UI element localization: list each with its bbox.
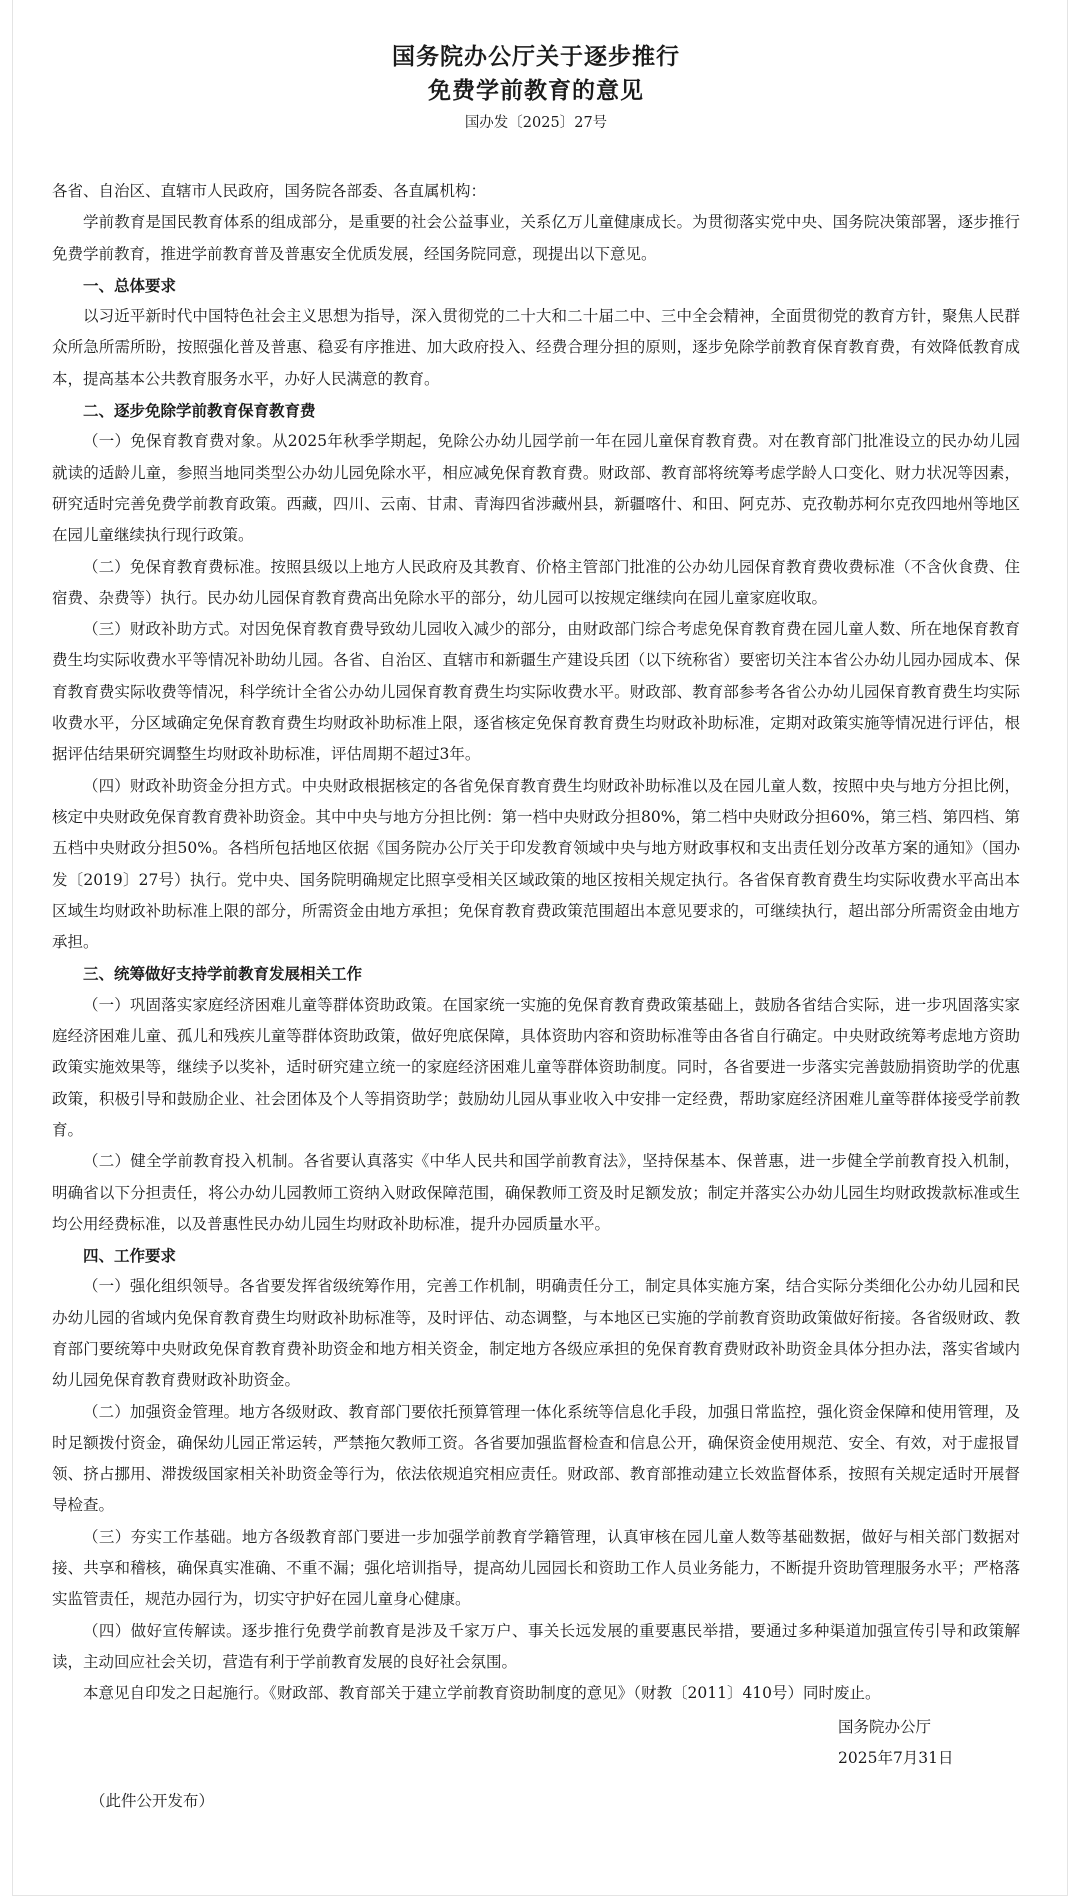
section4-paragraph-leadership: （一）强化组织领导。各省要发挥省级统筹作用，完善工作机制，明确责任分工，制定具体实施方案，结合实际分类细化公办幼儿园和民办幼儿园的省域内免保育教育费生均财政补助标准等，及时评估、动态调整，与本地区已实施的学前教育资助政策做好衔接。各省级财政、教育部门要统筹中央财政免保育教育费补助资金和地方相关资金，制定地方各级应承担的免保育教育费财政补助资金具体分担办法，落实省域内幼儿园免保育教育费财政补助资金。 [52, 1277, 1020, 1390]
publish-note: （此件公开发布） [90, 1792, 215, 1811]
document-title [52, 40, 1020, 108]
section4-paragraph-groundwork: （三）夯实工作基础。地方各级教育部门要进一步加强学前教育学籍管理，认真审核在园儿童人数等基础数据，做好与相关部门数据对接、共享和稽核，确保真实准确、不重不漏；强化培训指导，提高幼儿园园长和资助工作人员业务能力，不断提升资助管理服务水平；严格落实监管责任，规范办园行为，切实守护好在园儿童身心健康。 [52, 1527, 1020, 1609]
section3-paragraph-investment-mechanism: （二）健全学前教育投入机制。各省要认真落实《中华人民共和国学前教育法》，坚持保基本、保普惠，进一步健全学前教育投入机制，明确省以下分担责任，将公办幼儿园教师工资纳入财政保障范围，确保教师工资及时足额发放；制定并落实公办幼儿园生均财政拨款标准或生均公用经费标准，以及普惠性民办幼儿园生均财政补助标准，提升办园质量水平。 [52, 1152, 1020, 1233]
intro-paragraph: 学前教育是国民教育体系的组成部分，是重要的社会公益事业，关系亿万儿童健康成长。为贯彻落实党中央、国务院决策部署，逐步推行免费学前教育，推进学前教育普及普惠安全优质发展，经国务院同意，现提出以下意见。 [52, 213, 1020, 263]
title-line-1: 国务院办公厅关于逐步推行 [392, 43, 680, 70]
section2-paragraph-subsidy-method: （三）财政补助方式。对因免保育教育费导致幼儿园收入减少的部分，由财政部门综合考虑免保育教育费在园儿童人数、所在地保育教育费生均实际收费水平等情况补助幼儿园。各省、自治区、直辖市和新疆生产建设兵团（以下统称省）要密切关注本省公办幼儿园办园成本、保育教育费实际收费等情况，科学统计全省公办幼儿园保育教育费生均实际收费水平。财政部、教育部参考各省公办幼儿园保育教育费生均实际收费水平，分区域确定免保育教育费生均财政补助标准上限，逐省核定免保育教育费生均财政补助标准，定期对政策实施等情况进行评估，根据评估结果研究调整生均财政补助标准，评估周期不超过3年。 [52, 620, 1020, 764]
issuer: 国务院办公厅 [838, 1717, 932, 1736]
signature-block [52, 1712, 1020, 1775]
section1-paragraph: 以习近平新时代中国特色社会主义思想为指导，深入贯彻党的二十大和二十届二中、三中全会精神，全面贯彻党的教育方针，聚焦人民群众所急所需所盼，按照强化普及普惠、稳妥有序推进、加大政府投入、经费合理分担的原则，逐步免除学前教育保育教育费，有效降低教育成本，提高基本公共教育服务水平，办好人民满意的教育。 [52, 307, 1020, 388]
section-heading-fee-exemption: 二、逐步免除学前教育保育教育费 [83, 401, 316, 421]
section2-paragraph-cost-sharing: （四）财政补助资金分担方式。中央财政根据核定的各省免保育教育费生均财政补助标准以及在园儿童人数，按照中央与地方分担比例，核定中央财政免保育教育费补助资金。其中中央与地方分担比例：第一档中央财政分担80%，第二档中央财政分担60%，第三档、第四档、第五档中央财政分担50%。各档所包括地区依据《国务院办公厅关于印发教育领域中央与地方财政事权和支出责任划分改革方案的通知》（国办发〔2019〕27号）执行。党中央、国务院明确规定比照享受相关区域政策的地区按相关规定执行。各省保育教育费生均实际收费水平高出本区域生均财政补助标准上限的部分，所需资金由地方承担；免保育教育费政策范围超出本意见要求的，可继续执行，超出部分所需资金由地方承担。 [52, 776, 1020, 952]
section-heading-overall-requirements: 一、总体要求 [83, 275, 177, 295]
section2-paragraph-exemption-standard: （二）免保育教育费标准。按照县级以上地方人民政府及其教育、价格主管部门批准的公办幼儿园保育教育费收费标准（不含伙食费、住宿费、杂费等）执行。民办幼儿园保育教育费高出免除水平的部分，幼儿园可以按规定继续向在园儿童家庭收取。 [52, 557, 1020, 607]
section4-paragraph-fund-management: （二）加强资金管理。地方各级财政、教育部门要依托预算管理一体化系统等信息化手段，加强日常监控，强化资金保障和使用管理，及时足额拨付资金，确保幼儿园正常运转，严禁拖欠教师工资。各省要加强监督检查和信息公开，确保资金使用规范、安全、有效，对于虚报冒领、挤占挪用、滞拨级国家相关补助资金等行为，依法依规追究相应责任。财政部、教育部推动建立长效监督体系，按照有关规定适时开展督导检查。 [52, 1402, 1020, 1515]
addressee: 各省、自治区、直辖市人民政府，国务院各部委、各直属机构： [52, 182, 487, 200]
document-body [52, 176, 1020, 1710]
section4-paragraph-publicity: （四）做好宣传解读。逐步推行免费学前教育是涉及千家万户、事关长远发展的重要惠民举措，要通过多种渠道加强宣传引导和政策解读，主动回应社会关切，营造有利于学前教育发展的良好社会氛围。 [52, 1621, 1020, 1671]
issue-date: 2025年7月31日 [838, 1748, 954, 1767]
title-line-2: 免费学前教育的意见 [428, 77, 644, 104]
document [52, 40, 1020, 1817]
section2-paragraph-exemption-targets: （一）免保育教育费对象。从2025年秋季学期起，免除公办幼儿园学前一年在园儿童保育教育费。对在教育部门批准设立的民办幼儿园就读的适龄儿童，参照当地同类型公办幼儿园免除水平，相应减免保育教育费。财政部、教育部将统筹考虑学龄人口变化、财力状况等因素，研究适时完善免费学前教育政策。西藏，四川、云南、甘肃、青海四省涉藏州县，新疆喀什、和田、阿克苏、克孜勒苏柯尔克孜四地州等地区在园儿童继续执行现行政策。 [52, 432, 1020, 545]
section3-paragraph-aid-policy: （一）巩固落实家庭经济困难儿童等群体资助政策。在国家统一实施的免保育教育费政策基础上，鼓励各省结合实际，进一步巩固落实家庭经济困难儿童、孤儿和残疾儿童等群体资助政策，做好兜底保障，具体资助内容和资助标准等由各省自行确定。中央财政统筹考虑地方资助政策实施效果等，继续予以奖补，适时研究建立统一的家庭经济困难儿童等群体资助制度。同时，各省要进一步落实完善鼓励捐资助学的优惠政策，积极引导和鼓励企业、社会团体及个人等捐资助学；鼓励幼儿园从事业收入中安排一定经费，帮助家庭经济困难儿童等群体接受学前教育。 [52, 995, 1020, 1139]
document-number: 国办发〔2025〕27号 [464, 115, 608, 131]
section-heading-related-work: 三、统筹做好支持学前教育发展相关工作 [83, 964, 363, 984]
closing-paragraph: 本意见自印发之日起施行。《财政部、教育部关于建立学前教育资助制度的意见》（财教〔2011〕410号）同时废止。 [83, 1684, 881, 1703]
section-heading-work-requirements: 四、工作要求 [83, 1246, 177, 1266]
